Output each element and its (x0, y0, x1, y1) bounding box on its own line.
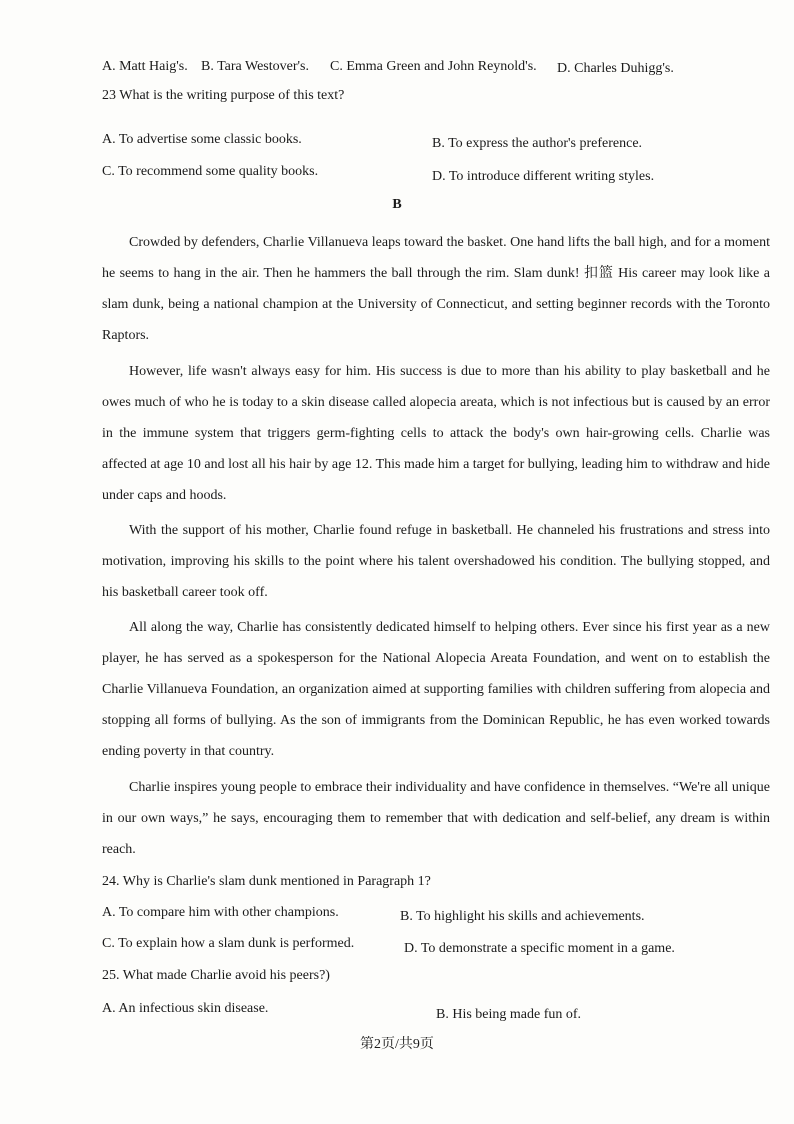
q22-option-b: B. Tara Westover's. (201, 59, 309, 74)
q25-stem: 25. What made Charlie avoid his peers?) (102, 968, 330, 983)
q24-stem: 24. Why is Charlie's slam dunk mentioned in Paragraph 1? (102, 874, 431, 889)
q23-option-b: B. To express the author's preference. (432, 136, 643, 151)
q25-option-a: A. An infectious skin disease. (102, 1001, 269, 1016)
q24-option-c: C. To explain how a slam dunk is performed. (102, 936, 355, 951)
q22-option-a: A. Matt Haig's. (102, 59, 188, 74)
q24-option-a: A. To compare him with other champions. (102, 905, 339, 920)
passage-paragraph-2: However, life wasn't always easy for him. His success is due to more than his ability to play basketball and he owes much of who he is today to a skin disease called alopecia areata, which is not infectious but is caused by an error in the immune system that triggers germ-fighting cells to attack the body's own hair-growing cells. Charlie was affected at age 10 and lost all his hair by age 12. This made him a target for bullying, leading him to withdraw and hide under caps and hoods. (102, 364, 770, 503)
q24-option-b: B. To highlight his skills and achievements. (400, 909, 645, 924)
section-label: B (392, 197, 402, 212)
q23-option-d: D. To introduce different writing styles. (432, 169, 655, 184)
passage-paragraph-1: Crowded by defenders, Charlie Villanueva leaps toward the basket. One hand lifts the ball high, and for a moment he seems to hang in the air. Then he hammers the ball through the rim. Slam dunk! 扣篮 His career may look like a slam dunk, being a national champion at the University of Connecticut, and setting beginner records with the Toronto Raptors. (102, 235, 770, 343)
q22-option-c: C. Emma Green and John Reynold's. (330, 59, 537, 74)
q23-stem: 23 What is the writing purpose of this text? (102, 88, 345, 103)
passage-paragraph-4: All along the way, Charlie has consistently dedicated himself to helping others. Ever since his first year as a new player, he has served as a spokesperson for the National Alopecia Areata Foundation, and went on to establish the Charlie Villanueva Foundation, an organization aimed at supporting families with children suffering from alopecia and stopping all forms of bullying. As the son of immigrants from the Dominican Republic, he has even worked towards ending poverty in that country. (102, 620, 770, 759)
q25-option-b: B. His being made fun of. (436, 1007, 582, 1022)
q22-option-d: D. Charles Duhigg's. (557, 61, 674, 76)
page-footer: 第2页/共9页 (360, 1037, 434, 1052)
q23-option-a: A. To advertise some classic books. (102, 132, 302, 147)
passage-paragraph-5: Charlie inspires young people to embrace their individuality and have confidence in themselves. “We're all unique in our own ways,” he says, encouraging them to remember that with dedication and self-belief, any dream is within reach. (102, 780, 770, 857)
q23-option-c: C. To recommend some quality books. (102, 164, 319, 179)
q24-option-d: D. To demonstrate a specific moment in a game. (404, 941, 675, 956)
passage-paragraph-3: With the support of his mother, Charlie found refuge in basketball. He channeled his frustrations and stress into motivation, improving his skills to the point where his talent overshadowed his condition. The bullying stopped, and his basketball career took off. (102, 523, 770, 600)
